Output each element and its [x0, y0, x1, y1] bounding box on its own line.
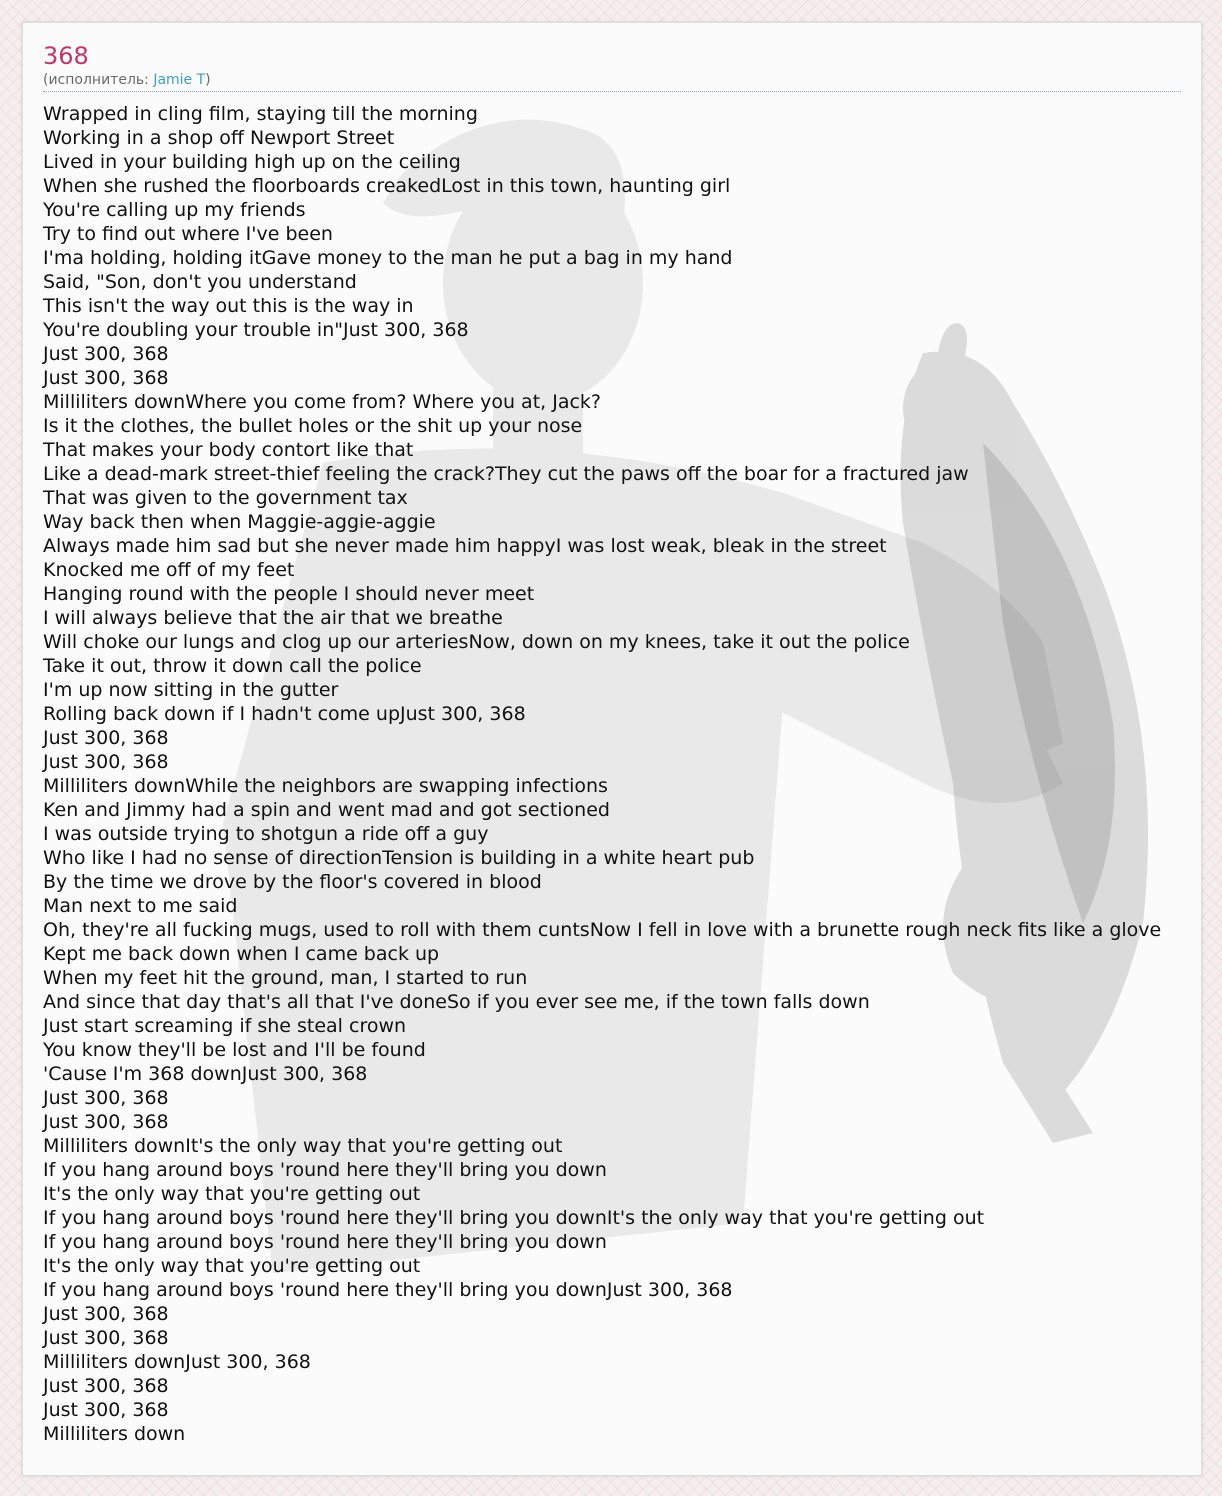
lyric-line: Just 300, 368: [43, 1303, 169, 1325]
lyric-line: Working in a shop off Newport Street: [43, 127, 395, 149]
song-title: 368: [43, 42, 89, 70]
lyric-line: If you hang around boys 'round here they'll bring you down: [43, 1231, 607, 1253]
lyric-line: Milliliters down: [43, 1423, 186, 1445]
lyric-line: I'ma holding, holding itGave money to the man he put a bag in my hand: [43, 247, 733, 269]
lyrics-card: [22, 22, 1202, 1476]
lyric-line: If you hang around boys 'round here they'll bring you downIt's the only way that you're getting out: [43, 1207, 985, 1229]
lyric-line: Milliliters downJust 300, 368: [43, 1351, 311, 1373]
artist-link[interactable]: Jamie T: [153, 72, 206, 88]
lyric-line: Just 300, 368: [43, 751, 169, 773]
lyric-line: Oh, they're all fucking mugs, used to roll with them cuntsNow I fell in love with a brunette rough neck fits like a glove: [43, 919, 1162, 941]
lyric-line: I will always believe that the air that we breathe: [43, 607, 503, 629]
lyric-line: Wrapped in cling film, staying till the morning: [43, 103, 478, 125]
lyric-line: Just 300, 368: [43, 1087, 169, 1109]
lyric-line: Milliliters downWhere you come from? Where you at, Jack?: [43, 391, 602, 413]
lyric-line: Try to find out where I've been: [43, 223, 333, 245]
lyric-line: Take it out, throw it down call the police: [43, 655, 422, 677]
artist-suffix: ): [205, 72, 211, 88]
lyric-line: When she rushed the floorboards creakedLost in this town, haunting girl: [43, 175, 731, 197]
lyric-line: That makes your body contort like that: [43, 439, 414, 461]
lyric-line: Just 300, 368: [43, 1375, 169, 1397]
lyric-line: Just 300, 368: [43, 1111, 169, 1133]
lyric-line: Like a dead-mark street-thief feeling the crack?They cut the paws off the boar for a fractured jaw: [43, 463, 969, 485]
lyric-line: Rolling back down if I hadn't come upJust 300, 368: [43, 703, 526, 725]
artist-prefix: (исполнитель:: [43, 72, 154, 88]
lyric-line: Milliliters downIt's the only way that you're getting out: [43, 1135, 563, 1157]
lyric-line: Just 300, 368: [43, 1399, 169, 1421]
lyric-line: Lived in your building high up on the ceiling: [43, 151, 461, 173]
lyric-line: It's the only way that you're getting out: [43, 1255, 421, 1277]
lyric-line: Will choke our lungs and clog up our arteriesNow, down on my knees, take it out the police: [43, 631, 910, 653]
lyric-line: I'm up now sitting in the gutter: [43, 679, 339, 701]
lyric-line: Man next to me said: [43, 895, 238, 917]
lyric-line: Just 300, 368: [43, 1327, 169, 1349]
lyric-line: If you hang around boys 'round here they'll bring you down: [43, 1159, 607, 1181]
song-content: [43, 41, 1181, 1446]
lyric-line: Kept me back down when I came back up: [43, 943, 440, 965]
lyric-line: If you hang around boys 'round here they'll bring you downJust 300, 368: [43, 1279, 733, 1301]
lyric-line: When my feet hit the ground, man, I started to run: [43, 967, 528, 989]
lyric-line: Knocked me off of my feet: [43, 559, 295, 581]
lyric-line: Way back then when Maggie-aggie-aggie: [43, 511, 436, 533]
lyric-line: I was outside trying to shotgun a ride off a guy: [43, 823, 489, 845]
lyric-line: Milliliters downWhile the neighbors are swapping infections: [43, 775, 608, 797]
lyric-line: Said, "Son, don't you understand: [43, 271, 357, 293]
lyric-line: Just 300, 368: [43, 727, 169, 749]
lyric-line: You're calling up my friends: [43, 199, 306, 221]
lyric-line: You know they'll be lost and I'll be found: [43, 1039, 426, 1061]
lyric-line: Just start screaming if she steal crown: [43, 1015, 407, 1037]
lyric-line: That was given to the government tax: [43, 487, 408, 509]
lyric-line: 'Cause I'm 368 downJust 300, 368: [43, 1063, 368, 1085]
lyric-line: And since that day that's all that I've doneSo if you ever see me, if the town falls down: [43, 991, 870, 1013]
lyric-line: By the time we drove by the floor's covered in blood: [43, 871, 542, 893]
lyric-line: Always made him sad but she never made him happyI was lost weak, bleak in the street: [43, 535, 887, 557]
lyric-line: It's the only way that you're getting out: [43, 1183, 421, 1205]
artist-line: [43, 71, 1181, 92]
lyric-line: This isn't the way out this is the way in: [43, 295, 414, 317]
lyric-line: Just 300, 368: [43, 343, 169, 365]
lyric-line: Hanging round with the people I should never meet: [43, 583, 535, 605]
lyric-line: Who like I had no sense of directionTension is building in a white heart pub: [43, 847, 755, 869]
lyric-line: You're doubling your trouble in"Just 300, 368: [43, 319, 469, 341]
lyric-line: Just 300, 368: [43, 367, 169, 389]
lyrics-text: [43, 102, 1181, 1446]
lyric-line: Ken and Jimmy had a spin and went mad and got sectioned: [43, 799, 610, 821]
lyric-line: Is it the clothes, the bullet holes or the shit up your nose: [43, 415, 583, 437]
